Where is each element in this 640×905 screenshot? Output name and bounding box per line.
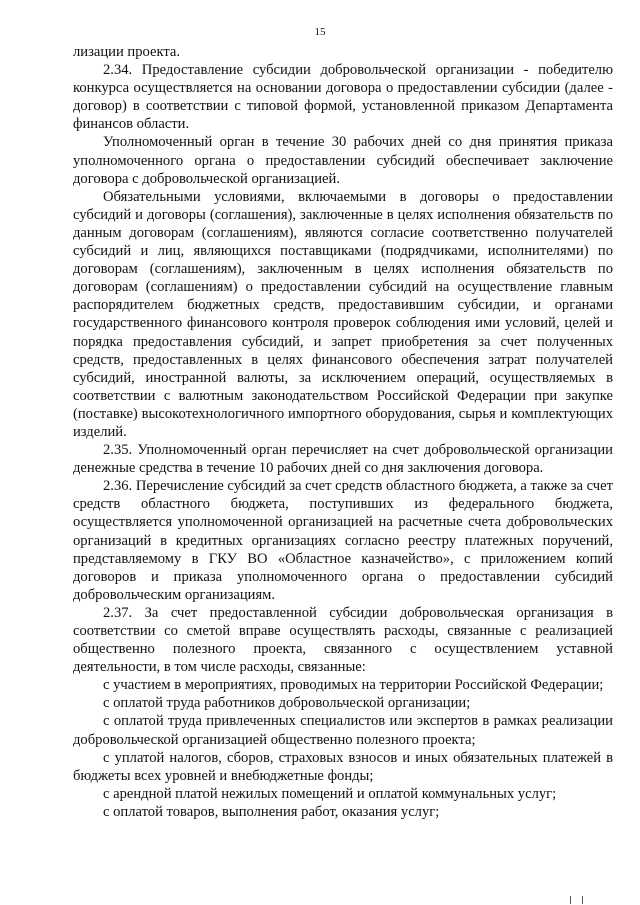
paragraph-2-34: 2.34. Предоставление субсидии добровольческой организации - победителю конкурса осуществляется на основании договора о предоставлении субсидии (далее - договор) в соответствии с типовой формой, установленной приказом Департамента финансов области. — [73, 62, 613, 133]
paragraph-2-35: 2.35. Уполномоченный орган перечисляет на счет добровольческой организации денежные средства в течение 10 рабочих дней со дня заключения договора. — [73, 442, 613, 477]
expense-item: с оплатой труда привлеченных специалистов или экспертов в рамках реализации добровольческой организацией общественно полезного проекта; — [73, 713, 613, 748]
expense-item: с оплатой труда работников добровольческой организации; — [103, 695, 471, 712]
paragraph-2-36: 2.36. Перечисление субсидий за счет средств областного бюджета, а также за счет средств областного бюджета, поступивших из федерального бюджета, осуществляется уполномоченной организацией на расчетные счета добровольческих организаций в кредитных организациях согласно реестру платежных поручений, представляемому в ГКУ ВО «Областное казначейство», с приложением копий договоров и приказа уполномоченного органа о предоставлении субсидий добровольческим организациям. — [73, 478, 613, 603]
expense-item: с арендной платой нежилых помещений и оплатой коммунальных услуг; — [103, 785, 557, 802]
document-body — [73, 43, 613, 821]
expense-item: с оплатой товаров, выполнения работ, оказания услуг; — [103, 803, 440, 820]
paragraph-2-37: 2.37. За счет предоставленной субсидии добровольческая организация в соответствии со сметой вправе осуществлять расходы, связанные с реализацией общественно полезного проекта, связанного с осуществлением уставной деятельности, в том числе расходы, связанные: — [73, 604, 613, 676]
paragraph-mandatory-conditions: Обязательными условиями, включаемыми в договоры о предоставлении субсидий и договоры (соглашения), заключенные в целях исполнения обязательств по данным договорам (соглашениям), являются согласие соответственно получателей субсидий и лиц, являющихся поставщиками (подрядчиками, исполнителями) по договорам (соглашениям), заключенным в целях исполнения обязательств по договорам (соглашениям) о предоставлении субсидий на осуществление главным распорядителем бюджетных средств, предоставившим субсидии, и органами государственного финансового контроля проверок соблюдения ими условий, целей и порядка предоставления субсидий, и запрет приобретения за счет полученных средств, предоставленных в целях финансового обеспечения затрат получателей субсидий, иностранной валюты, за исключением операций, осуществляемых в соответствии с валютным законодательством Российской Федерации при закупке (поставке) высокотехнологичного импортного оборудования, сырья и комплектующих изделий. — [73, 188, 613, 440]
scan-mark-line — [582, 896, 583, 904]
paragraph-continuation: лизации проекта. — [73, 44, 181, 60]
expense-item: с уплатой налогов, сборов, страховых взносов и иных обязательных платежей в бюджеты всех уровней и внебюджетные фонды; — [73, 749, 613, 784]
expense-item: с участием в мероприятиях, проводимых на территории Российской Федерации; — [103, 677, 604, 694]
scan-mark-line — [570, 896, 571, 904]
page-number: 15 — [314, 26, 326, 38]
paragraph-contract-term: Уполномоченный орган в течение 30 рабочих дней со дня принятия приказа уполномоченного органа о предоставлении субсидий обеспечивает заключение договора с добровольческой организацией. — [73, 134, 613, 187]
scan-margin-mark — [568, 896, 588, 904]
